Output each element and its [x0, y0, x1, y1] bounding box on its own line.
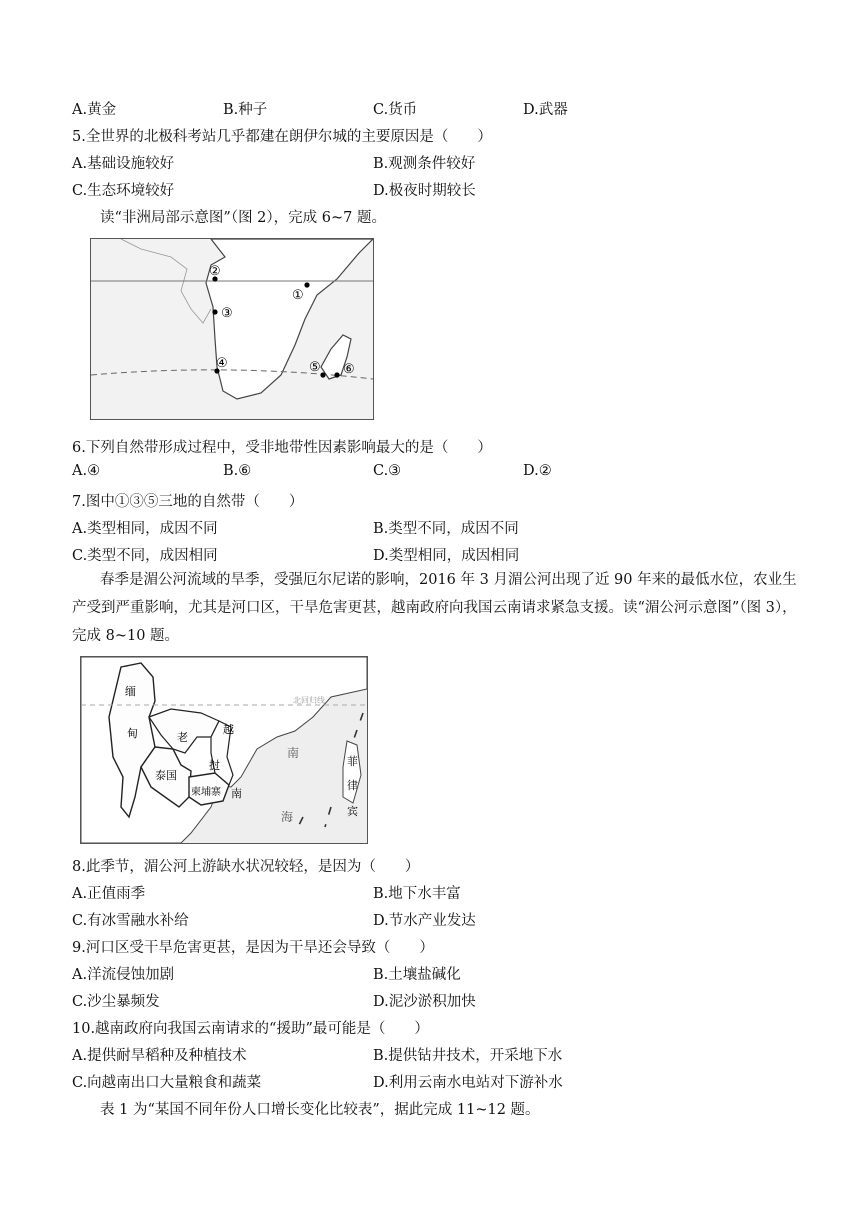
- label-vietnam-2: 南: [231, 787, 242, 800]
- q5-option-c: C.生态环境较好: [72, 183, 175, 199]
- q4-option-b: B.种子: [223, 102, 268, 118]
- q8-stem: 8.此季节，湄公河上游缺水状况较轻，是因为（ ）: [72, 859, 420, 875]
- q8-option-d: D.节水产业发达: [373, 913, 476, 929]
- q4-option-d: D.武器: [523, 102, 568, 118]
- q6-option-c: C.③: [373, 463, 402, 479]
- q5-option-a: A.基础设施较好: [72, 156, 175, 172]
- q7-option-b: B.类型不同，成因不同: [373, 521, 519, 537]
- label-philippines-2: 律: [347, 779, 358, 792]
- mekong-map: [80, 656, 368, 844]
- q7-option-a: A.类型相同，成因不同: [72, 521, 218, 537]
- q10-option-b: B.提供钻井技术，开采地下水: [373, 1048, 563, 1064]
- label-laos-2: 挝: [209, 759, 220, 772]
- table1-intro: 表 1 为“某国不同年份人口增长变化比较表”，据此完成 11~12 题。: [100, 1102, 540, 1118]
- q6-stem: 6.下列自然带形成过程中，受非地带性因素影响最大的是（ ）: [72, 440, 492, 456]
- marker-1: ①: [292, 288, 304, 303]
- q6-option-b: B.⑥: [223, 463, 252, 479]
- q9-option-b: B.土壤盐碱化: [373, 967, 461, 983]
- q5-option-d: D.极夜时期较长: [373, 183, 476, 199]
- label-vietnam-1: 越: [223, 723, 234, 736]
- q10-option-a: A.提供耐旱稻种及种植技术: [72, 1048, 247, 1064]
- marker-6: ⑥: [343, 362, 355, 377]
- q4-option-a: A.黄金: [72, 102, 117, 118]
- marker-2: ②: [209, 264, 221, 279]
- fig2-intro: 读“非洲局部示意图”（图 2），完成 6~7 题。: [100, 210, 386, 226]
- q9-option-a: A.洋流侵蚀加剧: [72, 967, 175, 983]
- label-philippines-3: 宾: [347, 805, 358, 818]
- label-burma-2: 甸: [127, 727, 138, 740]
- q8-option-a: A.正值雨季: [72, 886, 146, 902]
- q9-stem: 9.河口区受干旱危害更甚，是因为干旱还会导致（ ）: [72, 940, 434, 956]
- q10-stem: 10.越南政府向我国云南请求的“援助”最可能是（ ）: [72, 1021, 429, 1037]
- q7-option-c: C.类型不同，成因相同: [72, 548, 218, 564]
- q4-option-c: C.货币: [373, 102, 418, 118]
- q9-option-c: C.沙尘暴频发: [72, 994, 160, 1010]
- q10-option-d: D.利用云南水电站对下游补水: [373, 1075, 563, 1091]
- q6-option-d: D.②: [523, 463, 552, 479]
- fig3-intro: 春季是湄公河流域的旱季，受强厄尔尼诺的影响，2016 年 3 月湄公河出现了近 90 年来的最低水位，农业生产受到严重影响，尤其是河口区，干旱危害更甚，越南政府向我国云南请求紧急支援。读“湄公河示意图”（图 3），完成 8~10 题。: [72, 572, 797, 644]
- q10-option-c: C.向越南出口大量粮食和蔬菜: [72, 1075, 262, 1091]
- label-tropic-of-cancer: 北回归线: [293, 696, 325, 705]
- marker-5: ⑤: [309, 360, 321, 375]
- q5-stem: 5.全世界的北极科考站几乎都建在朗伊尔城的主要原因是（ ）: [72, 129, 492, 145]
- label-laos-1: 老: [177, 731, 188, 744]
- q5-option-b: B.观测条件较好: [373, 156, 476, 172]
- label-thailand: 泰国: [155, 769, 177, 782]
- label-sea-2: 海: [281, 810, 294, 824]
- q8-option-c: C.有冰雪融水补给: [72, 913, 189, 929]
- q8-option-b: B.地下水丰富: [373, 886, 461, 902]
- q7-stem: 7.图中①③⑤三地的自然带（ ）: [72, 494, 304, 510]
- q7-option-d: D.类型相同，成因相同: [373, 548, 520, 564]
- label-burma-1: 缅: [125, 685, 136, 698]
- africa-map: [90, 238, 374, 420]
- label-cambodia: 柬埔寨: [191, 787, 221, 798]
- label-philippines-1: 菲: [347, 755, 358, 768]
- q9-option-d: D.泥沙淤积加快: [373, 994, 476, 1010]
- label-sea-1: 南: [287, 746, 300, 760]
- marker-4: ④: [216, 356, 228, 371]
- q6-option-a: A.④: [72, 463, 101, 479]
- marker-3: ③: [221, 306, 233, 321]
